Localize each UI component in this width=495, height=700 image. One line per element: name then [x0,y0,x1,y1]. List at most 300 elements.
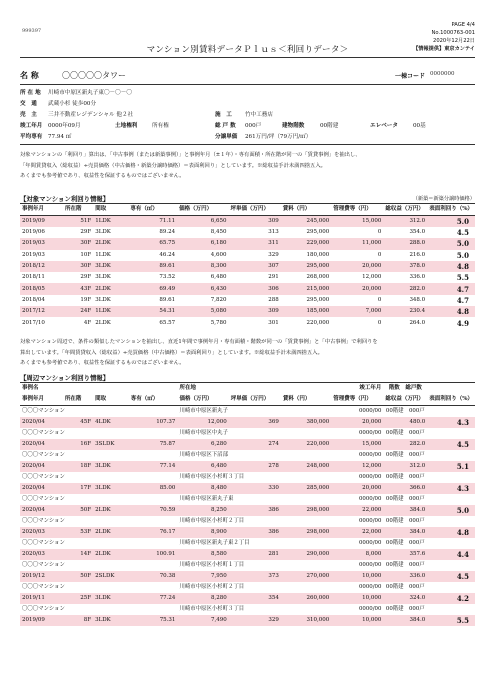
table-cell: 229,000 [281,238,332,249]
building-name: 〇〇〇マンション [22,540,65,546]
yield-cell: 5.5 [427,615,475,626]
name-label: 名 称 [20,70,39,80]
table-cell: 2018/11 [22,274,45,281]
table-row [20,483,475,494]
unit-price-label: 分譲単価 [215,134,238,140]
table-cell: 298,000 [281,505,331,516]
table-row [20,283,475,294]
col-header: 所在階 [63,204,93,216]
table-cell: 282.0 [383,283,427,294]
table-cell: 11,000 [331,238,383,249]
explanation-line: あくまでも参考値であり、収益性を保証するものではございません。 [20,173,185,179]
units-value: 000戸 [408,452,425,458]
table-cell: 10,000 [331,593,383,604]
table-cell: 7,000 [331,306,383,317]
table-cell: 70.38 [129,571,178,582]
seller-value: 三井不動産レジデンシャル 他２社 [48,112,134,118]
units-value: 000戸 [408,496,425,502]
table-cell: 2019/06 [22,229,45,236]
table-cell: 12,000 [331,461,383,472]
table-cell: 274 [229,439,281,450]
yield-cell: 4.8 [427,261,475,272]
table-cell: 4,600 [210,251,227,258]
table-cell: 312.0 [383,461,427,472]
yield-cell: 4.5 [456,228,469,238]
table-cell: 20,000 [331,261,383,272]
table-row [20,317,475,328]
nearby-building-row [20,472,475,483]
table-cell: 10F [80,251,92,258]
yield-cell: 4.9 [456,318,469,328]
table-cell: 366.0 [383,483,427,494]
units-label: 総 戸 数 [215,123,236,129]
land-value: 所有権 [152,123,169,129]
table-cell: 180,000 [306,251,330,258]
built-date: 0000/00 [359,496,382,502]
info-divider [20,144,475,145]
yield-cell: 5.0 [427,505,475,516]
avg-area-value: 77.94 ㎡ [48,134,72,140]
table-cell: 295,000 [306,229,330,236]
explanation-line: あくまでも参考値であり、収益性を保証するものではございません。 [20,360,185,366]
table-cell: 89.24 [159,229,176,236]
yield-cell: 4.5 [427,571,475,582]
table-cell: 2019/11 [20,593,63,604]
table-cell: 245,000 [281,216,332,228]
table-cell: 6,280 [177,439,228,450]
table-cell: 295,000 [281,261,332,272]
table-cell: 16F [63,439,93,450]
building-code-label: 一棟コード [395,73,426,80]
table-cell: 3LDK [95,296,111,303]
table-cell: 6,480 [210,274,227,281]
table-cell: 2017/10 [22,319,45,326]
table-cell: 329 [229,615,281,626]
built-value: 0000年09月 [48,123,81,129]
col-header: 表面利回り（%） [427,204,475,216]
table-cell: 307 [229,261,281,272]
table-cell: 5,080 [177,306,228,317]
floors-value: 00階建 [385,452,404,458]
table-cell: 373 [229,571,281,582]
yield-cell: 5.0 [427,238,475,249]
subject-explanation [20,150,475,182]
col-header: 坪単価（万円） [229,204,281,216]
yield-cell: 4.3 [427,483,475,494]
table-cell: 15,000 [331,439,383,450]
building-name: 〇〇〇マンション [22,408,65,414]
nearby-building-row [20,494,475,505]
table-cell: 310,000 [281,615,331,626]
table-row [20,615,475,626]
building-address: 川崎市中原区新丸子東 [179,496,234,502]
table-cell: 10,000 [331,571,383,582]
yield-cell: 4.5 [427,439,475,450]
floors-value: 00階建 [385,474,404,480]
table-cell: 2018/05 [20,283,63,294]
table-cell: 185,000 [281,306,332,317]
units-value: 000戸 [408,606,425,612]
table-cell: 30F [63,238,93,249]
yield-cell: 5.1 [427,461,475,472]
table-cell: 43F [63,283,93,294]
table-header-row [20,394,475,406]
table-cell: 285,000 [281,483,331,494]
table-cell: 24F [63,306,93,317]
built-date: 0000/00 [359,584,382,590]
table-cell: 288 [268,296,279,303]
table-cell: 0 [377,251,382,258]
building-address: 川崎市中原区下沼部 [179,452,228,458]
table-cell: 19F [80,296,92,303]
table-row [20,439,475,450]
table-cell: 384.0 [383,505,427,516]
col-header [331,383,383,395]
table-row [20,261,475,272]
table-cell: 7,820 [210,296,227,303]
subject-yield-table [20,203,475,329]
table-cell: 290,000 [281,549,331,560]
nearby-building-row [20,582,475,593]
table-cell [427,428,475,439]
floors-units-cell [383,472,427,483]
nearby-building-row [20,406,475,418]
building-code-value: 0000000 [430,71,455,77]
unit-price-value: 261万円/坪（79万円/㎡） [245,134,312,140]
table-cell: 20,000 [331,417,383,428]
built-header: 竣工年月 [359,385,382,391]
address-label: 所 在 地 [20,90,41,96]
table-cell: 8,450 [210,229,227,236]
floors-units-cell [383,406,427,418]
table-cell: 2020/04 [20,483,63,494]
document-id: 999397 [22,28,42,34]
table-row [20,306,475,317]
floors-value: 00階建 [385,562,404,568]
table-cell: 107.37 [129,417,178,428]
table-cell: 5,780 [210,319,227,326]
col-header: 事例年月 [20,394,63,406]
col-header: 賃料（円） [281,204,332,216]
table-row [20,417,475,428]
table-cell: 330 [229,483,281,494]
page-title: マンション別賃料データＰｌｕｓ＜利回りデータ＞ [146,45,349,55]
table-cell: 3LDK [95,274,111,281]
built-label: 竣工年月 [20,123,43,129]
table-cell: 70.59 [129,505,178,516]
explanation-line: 算出しています。「年間賃貸収入（総収益）÷売買価格（中古価格）＝表面利回り」としています。※総収益手計未満四捨五入。 [20,349,323,356]
table-cell: 100.91 [129,549,178,560]
explanation-line: 「年間賃貸収入（総収益）÷売買価格（中古価格・新築分譲時価格）＝表面利回り」としています。※総収益手計未満四捨五入。 [20,162,326,169]
table-cell: 354 [229,593,281,604]
name-divider [20,84,475,85]
table-row [20,571,475,582]
seller-label: 売 主 [20,112,37,118]
table-cell: 3LDK [93,593,129,604]
table-cell: 0 [377,296,382,303]
traffic-value: 武蔵小杉 徒歩00分 [48,101,97,107]
building-name: 〇〇〇マンション [22,606,65,612]
table-cell [427,604,475,615]
table-cell: 369 [229,417,281,428]
yield-cell: 4.7 [427,283,475,294]
building-address: 川崎市中原区小杉町３丁目 [179,474,245,480]
units-value: 000戸 [408,518,425,524]
table-cell: 8,280 [177,593,228,604]
table-row [20,461,475,472]
table-cell: 8,580 [177,549,228,560]
table-cell: 288.0 [383,238,427,249]
yield-cell: 4.3 [427,417,475,428]
table-cell: 2019/03 [20,238,63,249]
table-cell: 3LDK [93,261,128,272]
table-cell: 20,000 [331,483,383,494]
table-cell: 215,000 [281,283,332,294]
table-cell: 0 [377,319,382,326]
table-header-row [20,204,475,216]
building-name: 〇〇〇マンション [22,584,65,590]
table-cell: 2LDK [95,319,111,326]
table-cell: 25F [63,593,93,604]
table-cell: 12,000 [177,417,228,428]
table-cell: 2020/03 [20,549,63,560]
table-cell: 89.61 [128,261,177,272]
table-cell: 268,000 [306,274,330,281]
table-cell: 53F [63,527,93,538]
table-cell: 220,000 [281,439,331,450]
yield-cell: 4.8 [427,306,475,317]
yield-cell: 4.4 [427,549,475,560]
col-header [427,383,475,395]
floors-units-cell [383,494,427,505]
col-header: 専有（㎡） [129,394,178,406]
table-cell: 71.11 [128,216,177,228]
yield-cell: 4.7 [456,295,469,305]
table-cell: 313 [268,229,279,236]
land-label: 土地権利 [115,123,138,129]
table-cell: 2LDK [93,549,129,560]
col-header: 表面利回り（%） [427,394,475,406]
table-cell: 2019/03 [22,251,45,258]
table-cell: 73.52 [159,274,176,281]
table-cell: 3SLDK [93,439,129,450]
nearby-yield-table [20,382,475,626]
building-name: 〇〇〇マンション [22,452,65,458]
built-date: 0000/00 [359,518,382,524]
units-value: 000戸 [408,430,425,436]
table-cell: 3LDK [93,615,129,626]
building-address: 川崎市中原区新丸子 [179,408,228,414]
table-cell: 45F [63,417,93,428]
elevator-label: エレベータ [370,123,398,129]
table-cell: 378.0 [383,261,427,272]
table-cell: 89.61 [159,296,176,303]
subject-yield-heading: 【対象マンション利回り情報】 [20,195,110,203]
building-address: 川崎市中原区中丸子 [179,430,228,436]
table-cell: 386 [229,527,281,538]
table-row [20,527,475,538]
units-header: 総戸数 [405,385,422,391]
document-number: No.1000763-001 [431,30,475,36]
table-cell [427,406,475,418]
table-cell: 8F [63,615,93,626]
table-cell: 216.0 [409,251,426,258]
built-date: 0000/00 [359,562,382,568]
table-cell: 46.24 [159,251,176,258]
table-cell [427,450,475,461]
table-cell: 480.0 [383,417,427,428]
floors-units-cell [383,516,427,527]
table-cell: 65.75 [128,238,177,249]
col-header: 価格（万円） [177,204,228,216]
units-value: 000戸 [408,584,425,590]
table-cell: 65.57 [159,319,176,326]
table-cell: 301 [268,319,279,326]
table-cell: 8,900 [177,527,228,538]
table-cell: 309 [229,306,281,317]
table-cell [427,582,475,593]
page-indicator: PAGE 4/4 [451,22,475,28]
col-header: 事例名 [20,383,177,395]
table-cell: 8,300 [177,261,228,272]
col-header: 所在地 [177,383,331,395]
floors-header: 階数 [388,385,400,391]
table-cell: 306 [229,283,281,294]
table-cell: 85.00 [129,483,178,494]
col-header: 管理費等（円） [331,204,383,216]
table-cell: 2LDK [93,238,128,249]
units-value: 000戸 [408,562,425,568]
table-cell: 312.0 [383,216,427,228]
table-cell: 69.49 [128,283,177,294]
building-address: 川崎市中原区小杉町３丁目 [179,606,245,612]
col-header: 間取 [93,204,128,216]
building-address: 川崎市中原区小杉町２丁目 [179,518,245,524]
floors-units-cell [383,538,427,549]
floors-units-cell [383,560,427,571]
table-row [20,250,475,261]
yield-cell: 4.8 [427,527,475,538]
yield-cell: 4.2 [427,593,475,604]
table-cell [427,516,475,527]
title-divider [20,57,475,58]
col-header: 総収益（万円） [383,204,427,216]
table-cell: 2020/03 [20,527,63,538]
building-address: 川崎市中原区新丸子東２丁目 [179,540,250,546]
built-date: 0000/00 [359,474,382,480]
table-cell: 298,000 [281,527,331,538]
building-address: 川崎市中原区小杉町１丁目 [179,562,245,568]
table-cell: 1LDK [95,251,111,258]
table-cell: 22,000 [331,505,383,516]
table-cell [427,560,475,571]
builder-value: 竹中工務店 [245,112,273,118]
property-info [20,88,475,148]
table-cell: 2019/09 [20,216,63,228]
nearby-building-row [20,560,475,571]
nearby-explanation [20,337,475,369]
property-name: 〇〇〇〇〇タワー [62,71,126,80]
table-cell: 20,000 [331,283,383,294]
table-cell: 2017/12 [20,306,63,317]
nearby-building-row [20,516,475,527]
table-cell: 309 [229,216,281,228]
col-header: 賃料（円） [281,394,331,406]
table-cell: 15,000 [331,216,383,228]
building-name: 〇〇〇マンション [22,518,65,524]
table-cell: 6,180 [177,238,228,249]
nearby-building-row [20,604,475,615]
col-header: 事例年月 [20,204,63,216]
table-cell: 270,000 [281,571,331,582]
col-header: 総収益（万円） [383,394,427,406]
built-date: 0000/00 [359,540,382,546]
floors-units-cell [383,604,427,615]
table-cell: 2020/04 [20,439,63,450]
floors-label: 建物階数 [282,123,305,129]
units-value: 000戸 [245,123,262,129]
table-cell: 22,000 [331,527,383,538]
col-header: 価格（万円） [177,394,228,406]
property-name-row [20,70,475,82]
avg-area-label: 平均専有 [20,134,43,140]
table-cell: 3LDK [93,461,129,472]
table-cell [427,538,475,549]
table-cell [427,494,475,505]
table-cell: 357.6 [383,549,427,560]
table-cell: 3LDK [93,483,129,494]
nearby-yield-heading: 【周辺マンション利回り情報】 [20,374,110,382]
nearby-building-row [20,538,475,549]
table-cell: 1LDK [93,216,128,228]
table-cell: 278 [229,461,281,472]
col-header [383,383,427,395]
table-cell: 248,000 [281,461,331,472]
table-cell: 8,480 [177,483,228,494]
table-cell: 2LDK [93,283,128,294]
table-cell: 77.24 [129,593,178,604]
table-cell: 10,000 [331,615,383,626]
table-cell: 380,000 [281,417,331,428]
table-cell: 29F [80,229,92,236]
table-cell: 260,000 [281,593,331,604]
address-value: 川崎市中原区新丸子東〇－〇－〇 [48,90,132,96]
table-cell: 2LDK [93,505,129,516]
table-cell: 30F [63,261,93,272]
table-row [20,295,475,306]
new-build-note: （新築＝新築分譲時価格） [412,196,475,202]
table-cell: 329 [268,251,279,258]
table-cell: 2019/09 [20,615,63,626]
yield-cell: 5.5 [456,273,469,283]
nearby-building-row [20,450,475,461]
table-header-row [20,383,475,395]
table-cell: 291 [268,274,279,281]
table-cell: 75.31 [129,615,178,626]
table-cell: 14F [63,549,93,560]
table-cell: 336.0 [383,571,427,582]
table-cell: 6,480 [177,461,228,472]
floors-value: 00階建 [385,606,404,612]
table-cell: 12,000 [362,274,382,281]
table-cell: 2018/04 [22,296,45,303]
floors-units-cell [383,428,427,439]
col-header: 所在階 [63,394,93,406]
table-cell: 76.17 [129,527,178,538]
table-row [20,593,475,604]
table-cell: 4LDK [93,417,129,428]
traffic-label: 交 通 [20,101,37,107]
